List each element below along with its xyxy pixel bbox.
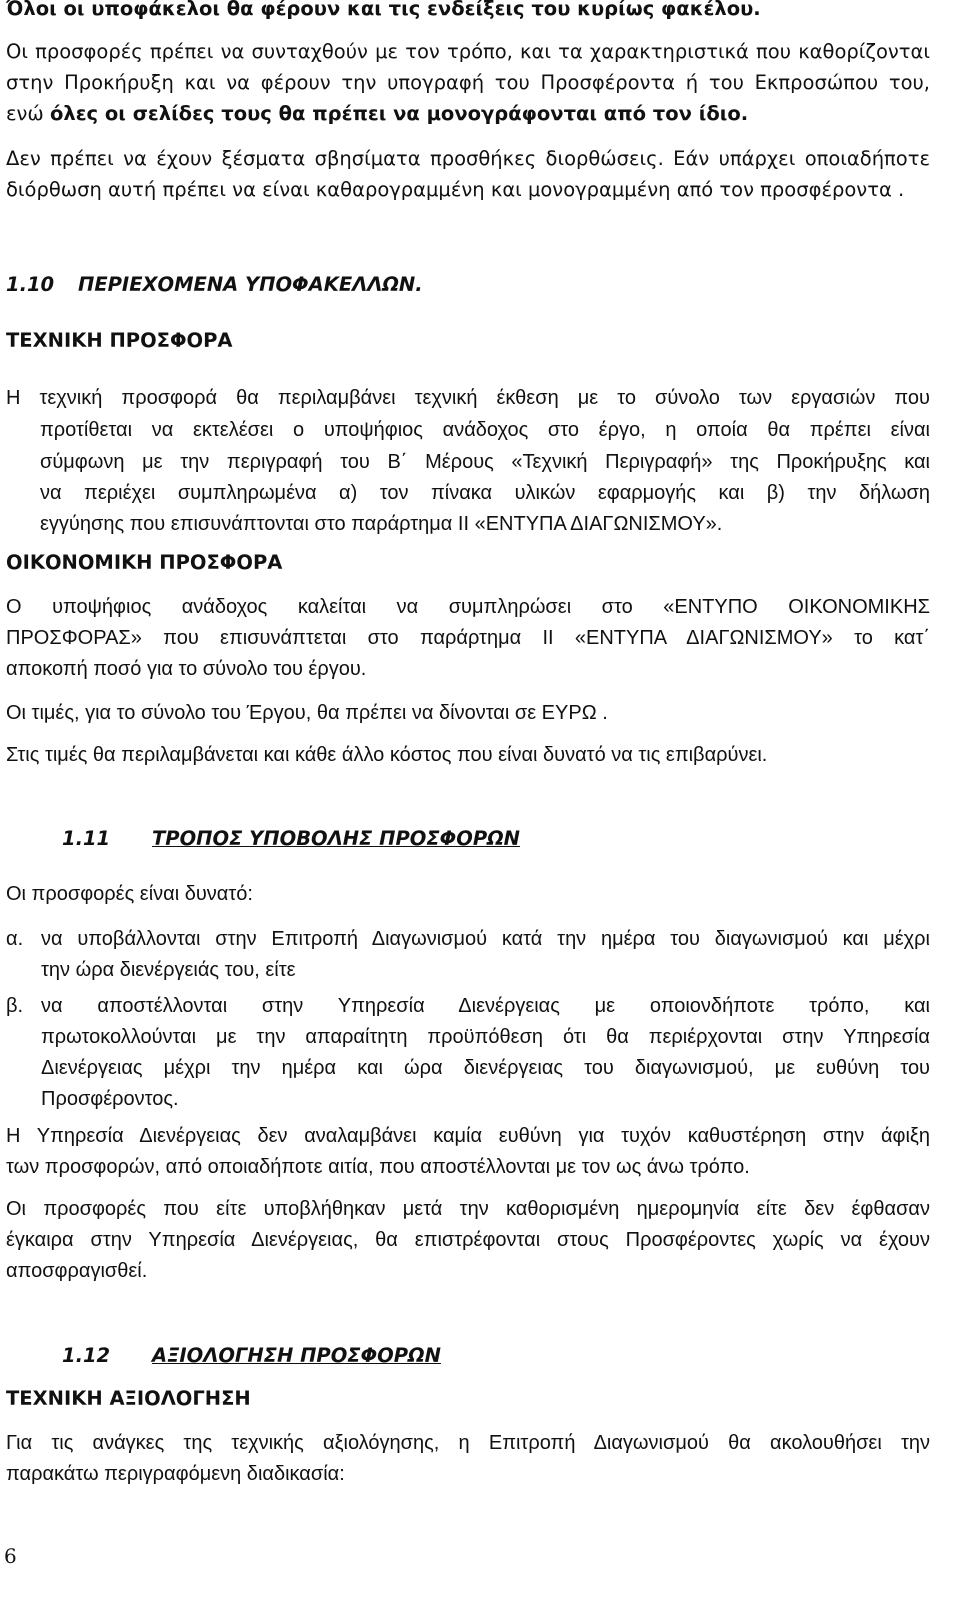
paragraph-line: αποσφραγισθεί. (6, 1260, 148, 1282)
list-item-line: την ώρα διενέργειάς του, είτε (41, 959, 296, 981)
section-title: ΠΕΡΙΕΧΟΜΕΝΑ ΥΠΟΦΑΚΕΛΛΩΝ. (78, 273, 423, 296)
section-title: ΤΡΟΠΟΣ ΥΠΟΒΟΛΗΣ ΠΡΟΣΦΟΡΩΝ (152, 827, 521, 850)
paragraph-line: των προσφορών, από οποιαδήποτε αιτία, που αποστέλλονται με τον ως άνω τρόπο. (6, 1156, 750, 1178)
paragraph-line: Οι προσφορές πρέπει να συνταχθούν με τον τρόπο, και τα χαρακτηριστικά που καθορίζονται (6, 40, 930, 63)
section-number: 1.11 (62, 827, 111, 850)
section-heading-1-11 (62, 824, 520, 854)
paragraph-line: αποκοπή ποσό για το σύνολο του έργου. (6, 658, 367, 680)
list-item-line: Προσφέροντος. (41, 1088, 179, 1110)
text-span: ενώ (6, 102, 50, 125)
paragraph-line: διόρθωση αυτή πρέπει να είναι καθαρογραμμένη και μονογραμμένη από τον προσφέροντα . (6, 178, 905, 201)
page-number: 6 (4, 1544, 17, 1568)
paragraph-line: παρακάτω περιγραφόμενη διαδικασία: (6, 1463, 345, 1485)
list-item-marker: α. (6, 928, 24, 950)
list-item-line: να αποστέλλονται στην Υπηρεσία Διενέργειας με οποιονδήποτε τρόπο, και (41, 995, 930, 1017)
section-number: 1.12 (62, 1344, 111, 1367)
paragraph-line: ΠΡΟΣΦΟΡΑΣ» που επισυνάπτεται στο παράρτημα ΙΙ «ΕΝΤΥΠΑ ΔΙΑΓΩΝΙΣΜΟΥ» το κατ΄ (6, 627, 930, 649)
paragraph-line: να περιέχει συμπληρωμένα α) τον πίνακα υλικών εφαρμογής και β) την δήλωση (40, 482, 930, 504)
section-heading-1-12 (62, 1341, 441, 1371)
paragraph-line: Για τις ανάγκες της τεχνικής αξιολόγησης, η Επιτροπή Διαγωνισμού θα ακολουθήσει την (6, 1432, 930, 1454)
subheading-technical-evaluation: ΤΕΧΝΙΚΗ ΑΞΙΟΛΟΓΗΣΗ (6, 1387, 251, 1410)
paragraph-line: σύμφωνη με την περιγραφή του Β΄ Μέρους «Τεχνική Περιγραφή» της Προκήρυξης και (40, 451, 930, 473)
paragraph-line: Ο υποψήφιος ανάδοχος καλείται να συμπληρώσει στο «ΕΝΤΥΠΟ ΟΙΚΟΝΟΜΙΚΗΣ (6, 596, 930, 618)
paragraph-line: Οι προσφορές είναι δυνατό: (6, 883, 253, 905)
bold-text-span: όλες οι σελίδες τους θα πρέπει να μονογράφονται από τον ίδιο. (49, 102, 749, 125)
paragraph-line: στην Προκήρυξη και να φέρουν την υπογραφή του Προσφέροντα ή του Εκπροσώπου του, (6, 71, 930, 94)
paragraph-line: Η Υπηρεσία Διενέργειας δεν αναλαμβάνει καμία ευθύνη για τυχόν καθυστέρηση στην άφιξη (6, 1125, 930, 1147)
paragraph-line: προτίθεται να εκτελέσει ο υποψήφιος ανάδοχος στο έργο, η οποία θα πρέπει είναι (40, 419, 930, 441)
paragraph-line: Η τεχνική προσφορά θα περιλαμβάνει τεχνική έκθεση με το σύνολο των εργασιών που (6, 387, 930, 409)
paragraph-line: Στις τιμές θα περιλαμβάνεται και κάθε άλλο κόστος που είναι δυνατό να τις επιβαρύνει. (6, 744, 768, 766)
paragraph-line: Όλοι οι υποφάκελοι θα φέρουν και τις ενδείξεις του κυρίως φακέλου. (6, 0, 761, 20)
list-item-marker: β. (6, 995, 24, 1017)
paragraph-line: Οι προσφορές που είτε υποβλήθηκαν μετά την καθορισμένη ημερομηνία είτε δεν έφθασαν (6, 1198, 930, 1220)
paragraph-line: έγκαιρα στην Υπηρεσία Διενέργειας, θα επιστρέφονται στους Προσφέροντες χωρίς να έχουν (6, 1229, 930, 1251)
section-number: 1.10 (6, 273, 55, 296)
paragraph-line: Δεν πρέπει να έχουν ξέσματα σβησίματα προσθήκες διορθώσεις. Εάν υπάρχει οποιαδήποτε (6, 147, 930, 170)
list-item-line: πρωτοκολλούνται με την απαραίτητη προϋπόθεση ότι θα περιέρχονται στην Υπηρεσία (41, 1026, 930, 1048)
list-item-line: Διενέργειας μέχρι την ημέρα και ώρα διενέργειας του διαγωνισμού, με ευθύνη του (41, 1057, 930, 1079)
subheading-financial-offer: ΟΙΚΟΝΟΜΙΚΗ ΠΡΟΣΦΟΡΑ (6, 551, 283, 574)
subheading-technical-offer: ΤΕΧΝΙΚΗ ΠΡΟΣΦΟΡΑ (6, 329, 233, 352)
paragraph-line: Οι τιμές, για το σύνολο του Έργου, θα πρέπει να δίνονται σε ΕΥΡΩ . (6, 702, 608, 724)
section-heading-1-10 (6, 270, 423, 300)
paragraph-line: εγγύησης που επισυνάπτονται στο παράρτημα ΙΙ «ΕΝΤΥΠΑ ΔΙΑΓΩΝΙΣΜΟΥ». (40, 513, 723, 535)
list-item-line: να υποβάλλονται στην Επιτροπή Διαγωνισμού κατά την ημέρα του διαγωνισμού και μέχρι (41, 928, 930, 950)
section-title: ΑΞΙΟΛΟΓΗΣΗ ΠΡΟΣΦΟΡΩΝ (152, 1344, 441, 1367)
paragraph-line (6, 99, 748, 129)
